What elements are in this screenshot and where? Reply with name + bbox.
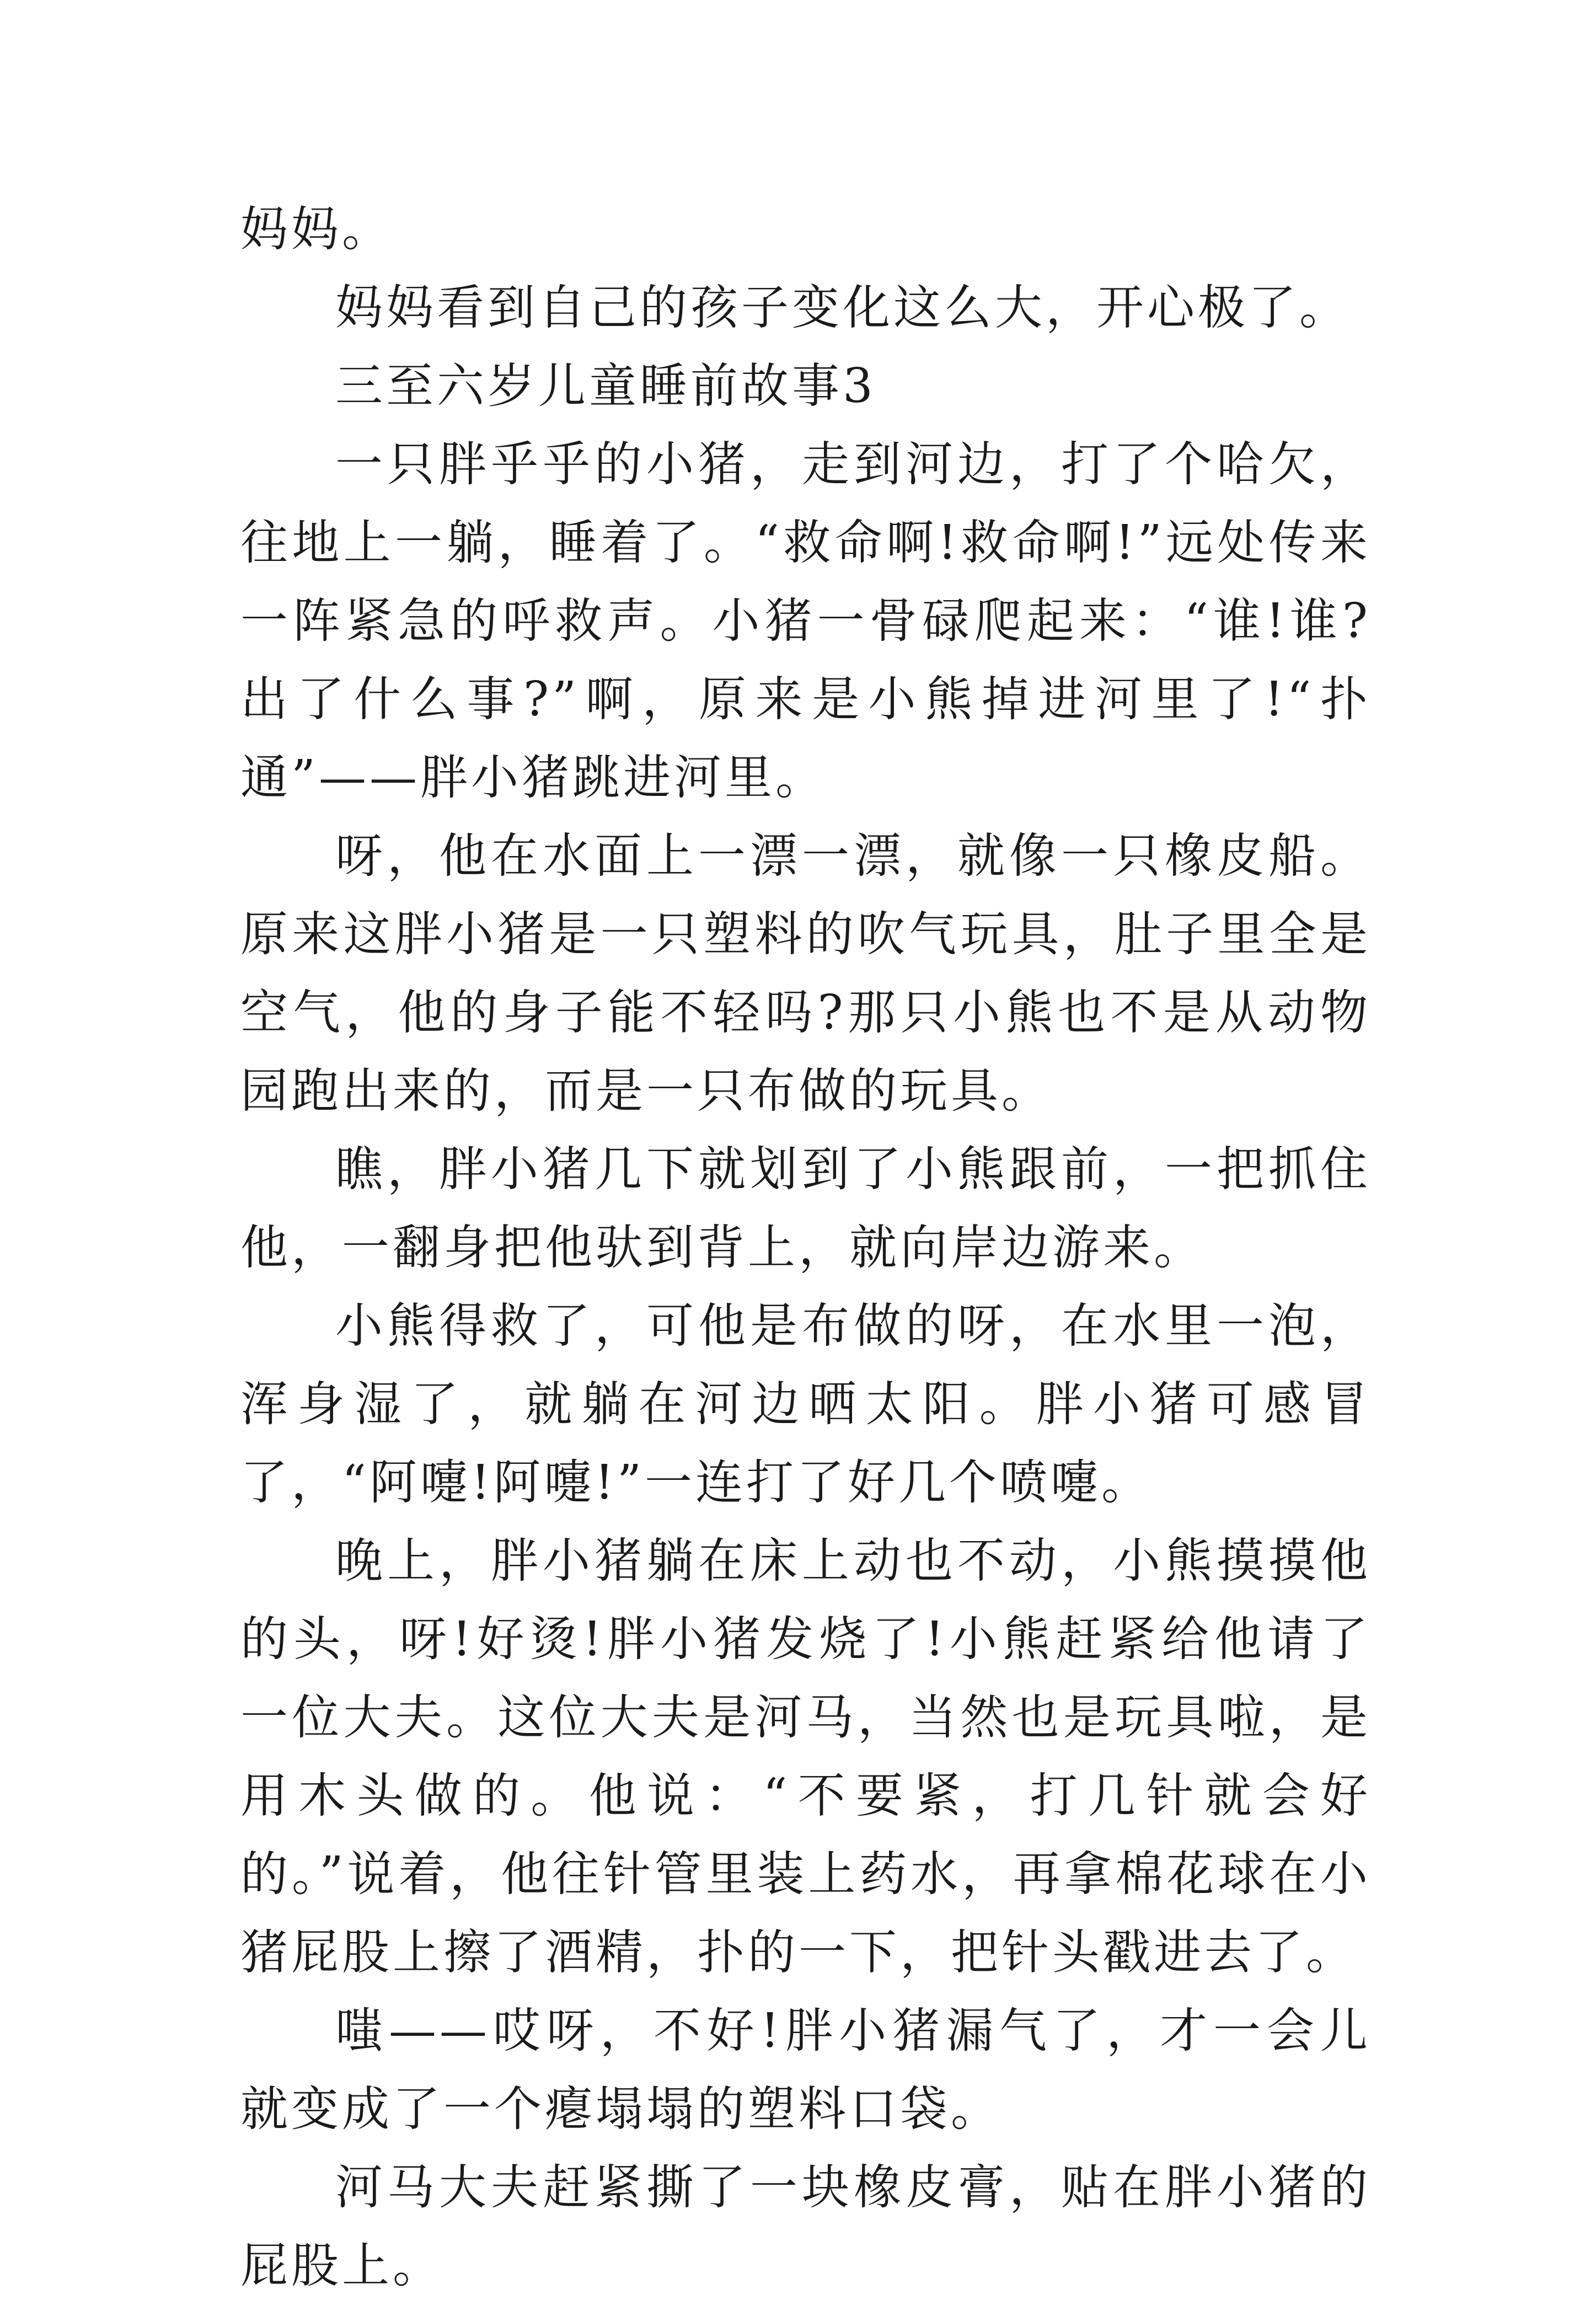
- story-heading: 三至六岁儿童睡前故事3: [335, 359, 876, 414]
- paragraph: 小熊得救了，可他是布做的呀，在水里一泡，浑身湿了，就躺在河边晒太阳。胖小猪可感冒了，“阿嚏!阿嚏!”一连打了好几个喷嚏。: [240, 1298, 1371, 1510]
- paragraph: 嗤——哎呀，不好!胖小猪漏气了，才一会儿就变成了一个瘪塌塌的塑料口袋。: [240, 2003, 1371, 2137]
- paragraph: 晚上，胖小猪躺在床上动也不动，小熊摸摸他的头，呀!好烫!胖小猪发烧了!小熊赶紧给他请了一位大夫。这位大夫是河马，当然也是玩具啦，是用木头做的。他说：“不要紧，打几针就会好的。”说着，他往针管里装上药水，再拿棉花球在小猪屁股上擦了酒精，扑的一下，把针头戳进去了。: [240, 1533, 1371, 1980]
- paragraph-continuation: 妈妈。: [240, 202, 393, 257]
- paragraph: 瞧，胖小猪几下就划到了小熊跟前，一把抓住他，一翻身把他驮到背上，就向岸边游来。: [240, 1142, 1371, 1275]
- paragraph: 一只胖乎乎的小猪，走到河边，打了个哈欠，往地上一躺，睡着了。“救命啊!救命啊!”远处传来一阵紧急的呼救声。小猪一骨碌爬起来：“谁!谁?出了什么事?”啊，原来是小熊掉进河里了!“扑通”——胖小猪跳进河里。: [240, 437, 1371, 805]
- paragraph: 呀，他在水面上一漂一漂，就像一只橡皮船。原来这胖小猪是一只塑料的吹气玩具，肚子里全是空气，他的身子能不轻吗?那只小熊也不是从动物园跑出来的，而是一只布做的玩具。: [240, 828, 1371, 1119]
- paragraph: 妈妈看到自己的孩子变化这么大，开心极了。: [335, 280, 1350, 335]
- story-text: [240, 190, 1371, 2305]
- paragraph: 河马大夫赶紧撕了一块橡皮膏，贴在胖小猪的屁股上。: [240, 2160, 1371, 2293]
